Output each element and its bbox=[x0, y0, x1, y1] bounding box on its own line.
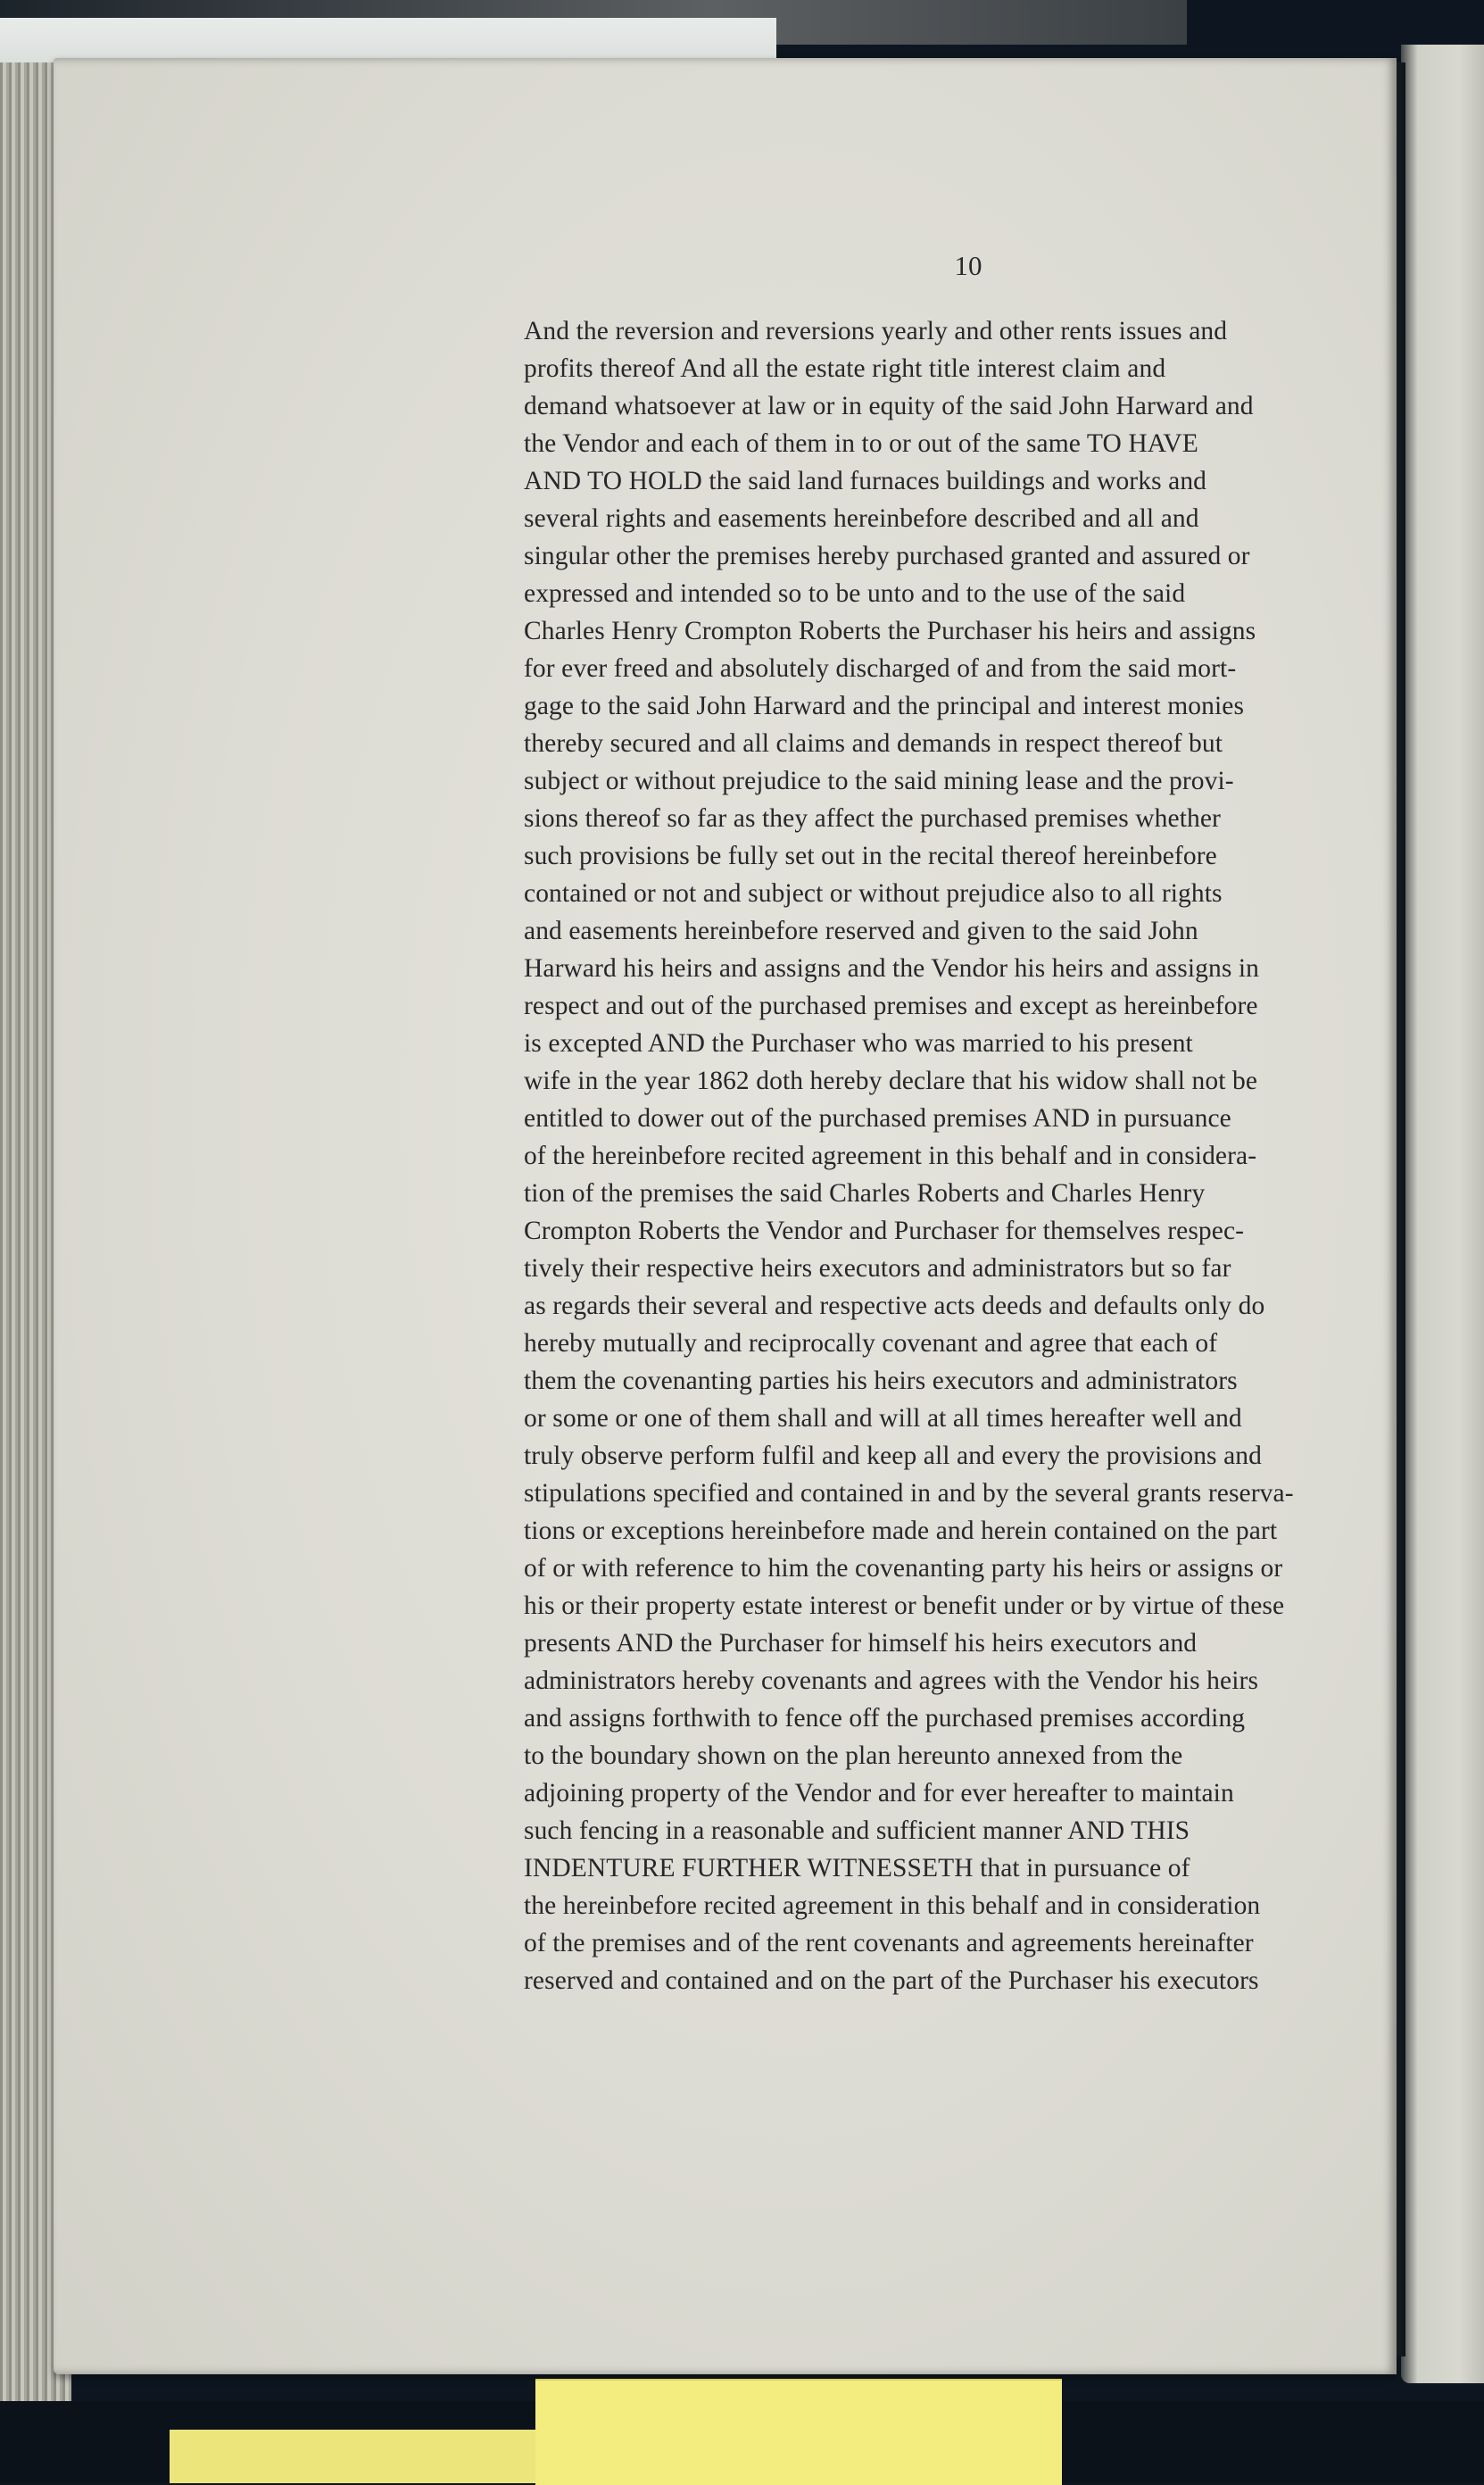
page-number: 10 bbox=[954, 250, 982, 281]
text-line: for ever freed and absolutely discharged of and from the said mort- bbox=[524, 654, 1237, 683]
text-line: entitled to dower out of the purchased premises AND in pursuance bbox=[524, 1104, 1231, 1133]
text-line: INDENTURE FURTHER WITNESSETH that in pursuance of bbox=[524, 1854, 1190, 1882]
text-line: Harward his heirs and assigns and the Vendor his heirs and assigns in bbox=[524, 954, 1260, 983]
text-line: such provisions be fully set out in the recital thereof hereinbefore bbox=[524, 842, 1217, 870]
text-line: Crompton Roberts the Vendor and Purchaser for themselves respec- bbox=[524, 1217, 1245, 1245]
sticky-note-small bbox=[170, 2430, 544, 2483]
text-line: adjoining property of the Vendor and for ever hereafter to maintain bbox=[524, 1779, 1234, 1808]
text-line: tions or exceptions hereinbefore made and herein contained on the part bbox=[524, 1517, 1278, 1545]
text-line: contained or not and subject or without prejudice also to all rights bbox=[524, 879, 1223, 908]
text-line: profits thereof And all the estate right title interest claim and bbox=[524, 354, 1166, 383]
text-line: wife in the year 1862 doth hereby declare that his widow shall not be bbox=[524, 1067, 1258, 1095]
text-line: subject or without prejudice to the said mining lease and the provi- bbox=[524, 767, 1234, 795]
text-line: such fencing in a reasonable and sufficient manner AND THIS bbox=[524, 1816, 1190, 1845]
text-line: them the covenanting parties his heirs executors and administrators bbox=[524, 1367, 1238, 1395]
sticky-note bbox=[535, 2379, 1062, 2485]
text-line: And the reversion and reversions yearly and other rents issues and bbox=[524, 317, 1228, 345]
text-line: to the boundary shown on the plan hereunto annexed from the bbox=[524, 1741, 1183, 1770]
text-line: sions thereof so far as they affect the purchased premises whether bbox=[524, 804, 1221, 833]
text-line: of the premises and of the rent covenants and agreements hereinafter bbox=[524, 1929, 1254, 1957]
text-line: is excepted AND the Purchaser who was married to his present bbox=[524, 1029, 1193, 1058]
text-line: administrators hereby covenants and agrees with the Vendor his heirs bbox=[524, 1666, 1259, 1695]
text-line: presents AND the Purchaser for himself his heirs executors and bbox=[524, 1629, 1198, 1658]
text-line: demand whatsoever at law or in equity of the said John Harward and bbox=[524, 392, 1254, 420]
text-line: singular other the premises hereby purchased granted and assured or bbox=[524, 542, 1250, 570]
text-line: gage to the said John Harward and the principal and interest monies bbox=[524, 692, 1245, 720]
text-line: tively their respective heirs executors and administrators but so far bbox=[524, 1254, 1231, 1283]
text-line: several rights and easements hereinbefore described and all and bbox=[524, 504, 1199, 533]
text-line: stipulations specified and contained in and by the several grants reserva- bbox=[524, 1479, 1294, 1508]
text-line: as regards their several and respective acts deeds and defaults only do bbox=[524, 1292, 1265, 1320]
text-line: his or their property estate interest or benefit under or by virtue of these bbox=[524, 1592, 1285, 1620]
text-line: of the hereinbefore recited agreement in this behalf and in considera- bbox=[524, 1142, 1257, 1170]
text-line: AND TO HOLD the said land furnaces buildings and works and bbox=[524, 467, 1207, 495]
text-line: expressed and intended so to be unto and to the use of the said bbox=[524, 579, 1186, 608]
text-line: and easements hereinbefore reserved and given to the said John bbox=[524, 917, 1198, 945]
text-line: Charles Henry Crompton Roberts the Purchaser his heirs and assigns bbox=[524, 617, 1256, 645]
text-line: hereby mutually and reciprocally covenant and agree that each of bbox=[524, 1329, 1218, 1358]
text-line: thereby secured and all claims and demands in respect thereof but bbox=[524, 729, 1223, 758]
text-line: of or with reference to him the covenanting party his heirs or assigns or bbox=[524, 1554, 1283, 1583]
text-line: respect and out of the purchased premises and except as hereinbefore bbox=[524, 992, 1258, 1020]
text-line: truly observe perform fulfil and keep all and every the provisions and bbox=[524, 1442, 1263, 1470]
text-line: and assigns forthwith to fence off the purchased premises according bbox=[524, 1704, 1246, 1733]
text-line: or some or one of them shall and will at all times hereafter well and bbox=[524, 1404, 1242, 1433]
body-text bbox=[524, 312, 1398, 1999]
text-line: reserved and contained and on the part of the Purchaser his executors bbox=[524, 1966, 1259, 1995]
text-line: the Vendor and each of them in to or out of the same TO HAVE bbox=[524, 429, 1198, 458]
facing-page-edge bbox=[1401, 45, 1484, 2383]
text-line: the hereinbefore recited agreement in this behalf and in consideration bbox=[524, 1891, 1261, 1920]
text-line: tion of the premises the said Charles Roberts and Charles Henry bbox=[524, 1179, 1206, 1208]
